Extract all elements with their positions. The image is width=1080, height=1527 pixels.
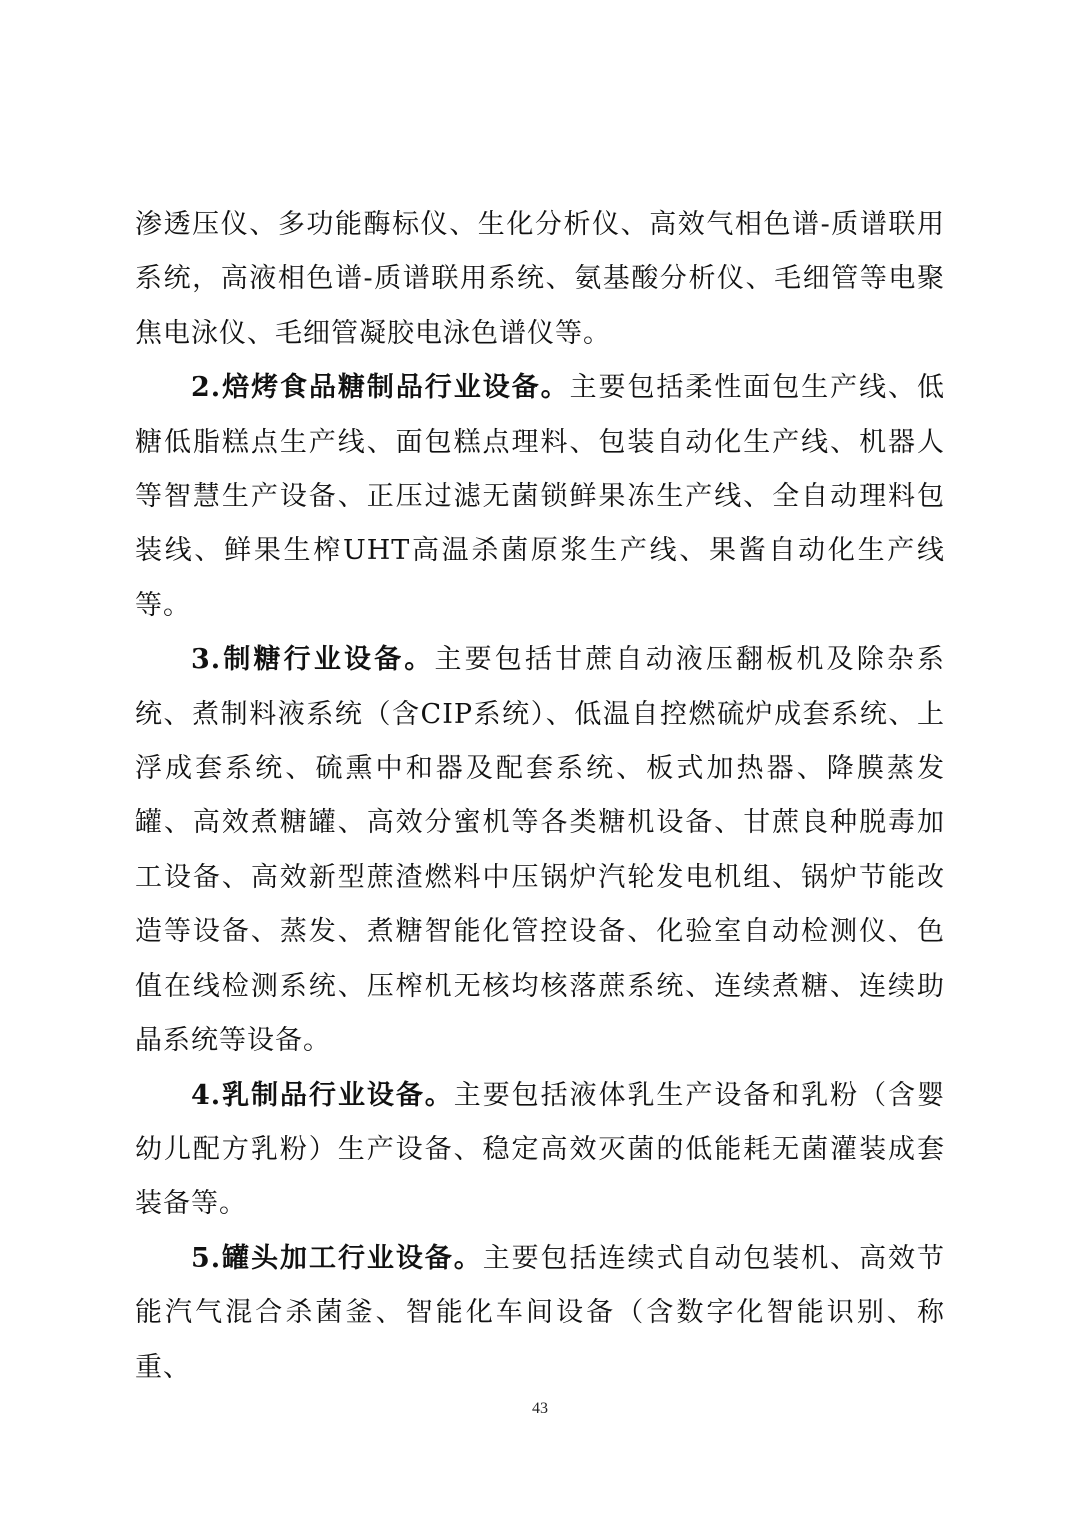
paragraph-dairy-equipment (135, 1069, 945, 1232)
paragraph-body: 主要包括连续式自动包装机、高效节能汽气混合杀菌釜、智能化车间设备（含数字化智能识别、称重、 (135, 1242, 946, 1383)
paragraph-body: 主要包括柔性面包生产线、低糖低脂糕点生产线、面包糕点理料、包装自动化生产线、机器人等智慧生产设备、正压过滤无菌锁鲜果冻生产线、全自动理料包装线、鲜果生榨UHT高温杀菌原浆生产线、果酱自动化生产线等。 (135, 372, 946, 621)
paragraph-body: 主要包括甘蔗自动液压翻板机及除杂系统、煮制料液系统（含CIP系统）、低温自控燃硫炉成套系统、上浮成套系统、硫熏中和器及配套系统、板式加热器、降膜蒸发罐、高效煮糖罐、高效分蜜机等各类糖机设备、甘蔗良种脱毒加工设备、高效新型蔗渣燃料中压锅炉汽轮发电机组、锅炉节能改造等设备、蒸发、煮糖智能化管控设备、化验室自动检测仪、色值在线检测系统、压榨机无核均核落蔗系统、连续煮糖、连续助晶系统等设备。 (135, 644, 946, 1057)
paragraph-body: 主要包括液体乳生产设备和乳粉（含婴幼儿配方乳粉）生产设备、稳定高效灭菌的低能耗无菌灌装成套装备等。 (135, 1079, 946, 1220)
body-text (135, 198, 945, 1395)
paragraph-heading: 4.乳制品行业设备。 (191, 1079, 454, 1111)
paragraph-heading: 3.制糖行业设备。 (191, 644, 435, 676)
paragraph-heading: 5.罐头加工行业设备。 (191, 1242, 483, 1274)
paragraph-continuation (135, 198, 945, 361)
page-number: 43 (532, 1400, 548, 1417)
paragraph-sugar-equipment (135, 633, 945, 1068)
paragraph-canning-equipment (135, 1232, 945, 1395)
paragraph-baking-equipment (135, 361, 945, 633)
paragraph-body: 渗透压仪、多功能酶标仪、生化分析仪、高效气相色谱-质谱联用系统，高液相色谱-质谱联用系统、氨基酸分析仪、毛细管等电聚焦电泳仪、毛细管凝胶电泳色谱仪等。 (135, 209, 945, 349)
paragraph-heading: 2.焙烤食品糖制品行业设备。 (191, 372, 570, 404)
